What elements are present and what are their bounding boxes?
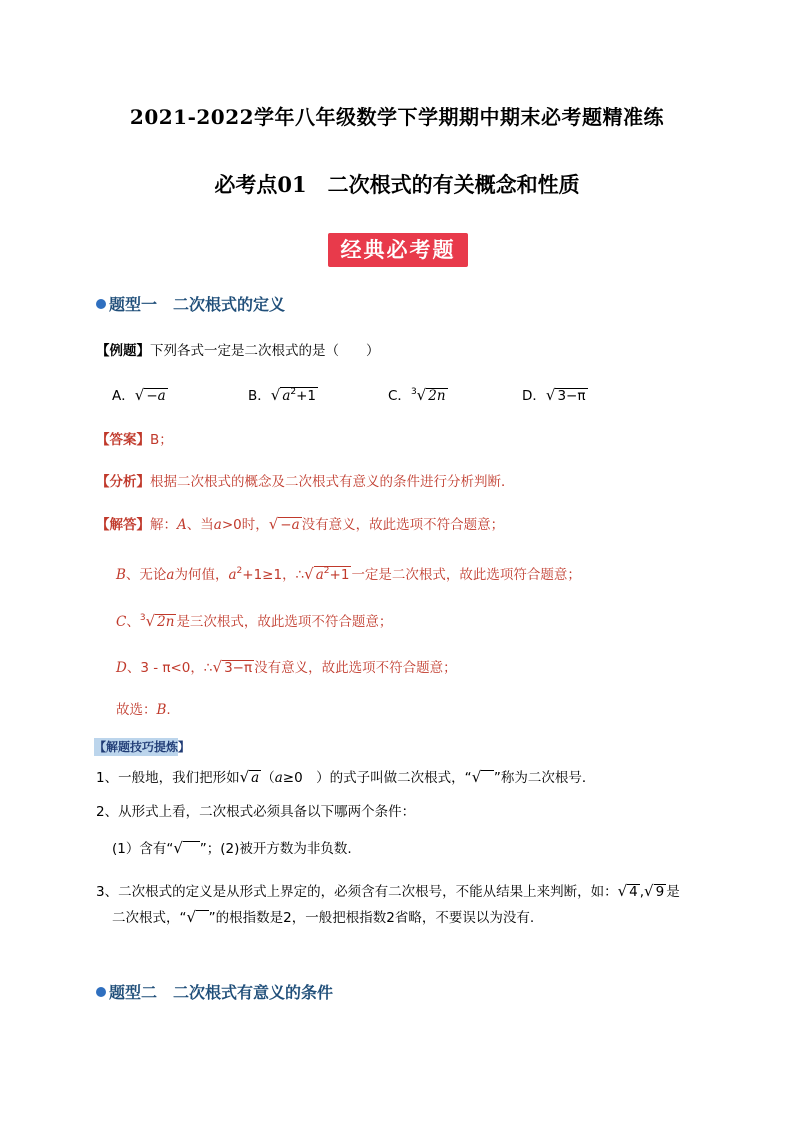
solution-line-4: D、3 - π<0，∴√ 3−π 没有意义，故此选项不符合题意； xyxy=(116,658,457,676)
solution-line-3: C、$^3$√ 2n 是三次根式，故此选项不符合题意； xyxy=(116,612,393,630)
option-a: A．√ −a xyxy=(112,386,166,404)
section-heading-1: 题型一 二次根式的定义 xyxy=(96,292,285,315)
section-heading-2: 题型二 二次根式有意义的条件 xyxy=(96,980,333,1003)
example-question: 【例题】下列各式一定是二次根式的是（ ） xyxy=(96,343,380,359)
tips-line-1: 1、一般地，我们把形如√ a （a≥0 ）的式子叫做二次根式，“√ ”称为二次根号． xyxy=(96,768,596,786)
tips-label: 【解题技巧提炼】 xyxy=(94,740,191,754)
option-d: D．√ 3−π xyxy=(522,386,586,404)
page-title: 2021-2022学年八年级数学下学期期中期末必考题精准练 xyxy=(129,105,665,129)
tips-line-3: (1）含有“√ ”；(2)被开方数为非负数. xyxy=(112,839,352,857)
analysis-line: 【分析】根据二次根式的概念及二次根式有意义的条件进行分析判断． xyxy=(96,474,515,490)
solution-line-1: 【解答】解：A、当a>0时，√ −a 没有意义，故此选项不符合题意； xyxy=(96,515,505,533)
answer-line: 【答案】B； xyxy=(96,432,173,448)
option-b: B．√ $a^2+1$ xyxy=(248,386,317,404)
solution-line-2: B、无论a为何值，$a^2+1\ge 1$，∴√ $a^2+1$ 一定是二次根式，故此选项符合题意； xyxy=(116,565,581,583)
classic-badge: 经典必考题 xyxy=(328,233,468,267)
bullet-dot-icon xyxy=(96,299,106,309)
tips-line-4: 3、二次根式的定义是从形式上界定的，必须含有二次根号，不能从结果上来判断，如：√ 4 ,√ 9 是 xyxy=(96,882,680,900)
option-c: C．$^3$√ 2n xyxy=(388,386,446,404)
bullet-dot-icon xyxy=(96,987,106,997)
tips-line-2: 2、从形式上看，二次根式必须具备以下哪两个条件： xyxy=(96,804,416,820)
tips-line-5: 二次根式，“√ ”的根指数是2，一般把根指数2省略，不要误以为没有. xyxy=(112,908,535,926)
solution-line-5: 故选：B. xyxy=(116,702,171,718)
page-subtitle: 必考点01 二次根式的有关概念和性质 xyxy=(214,172,580,197)
